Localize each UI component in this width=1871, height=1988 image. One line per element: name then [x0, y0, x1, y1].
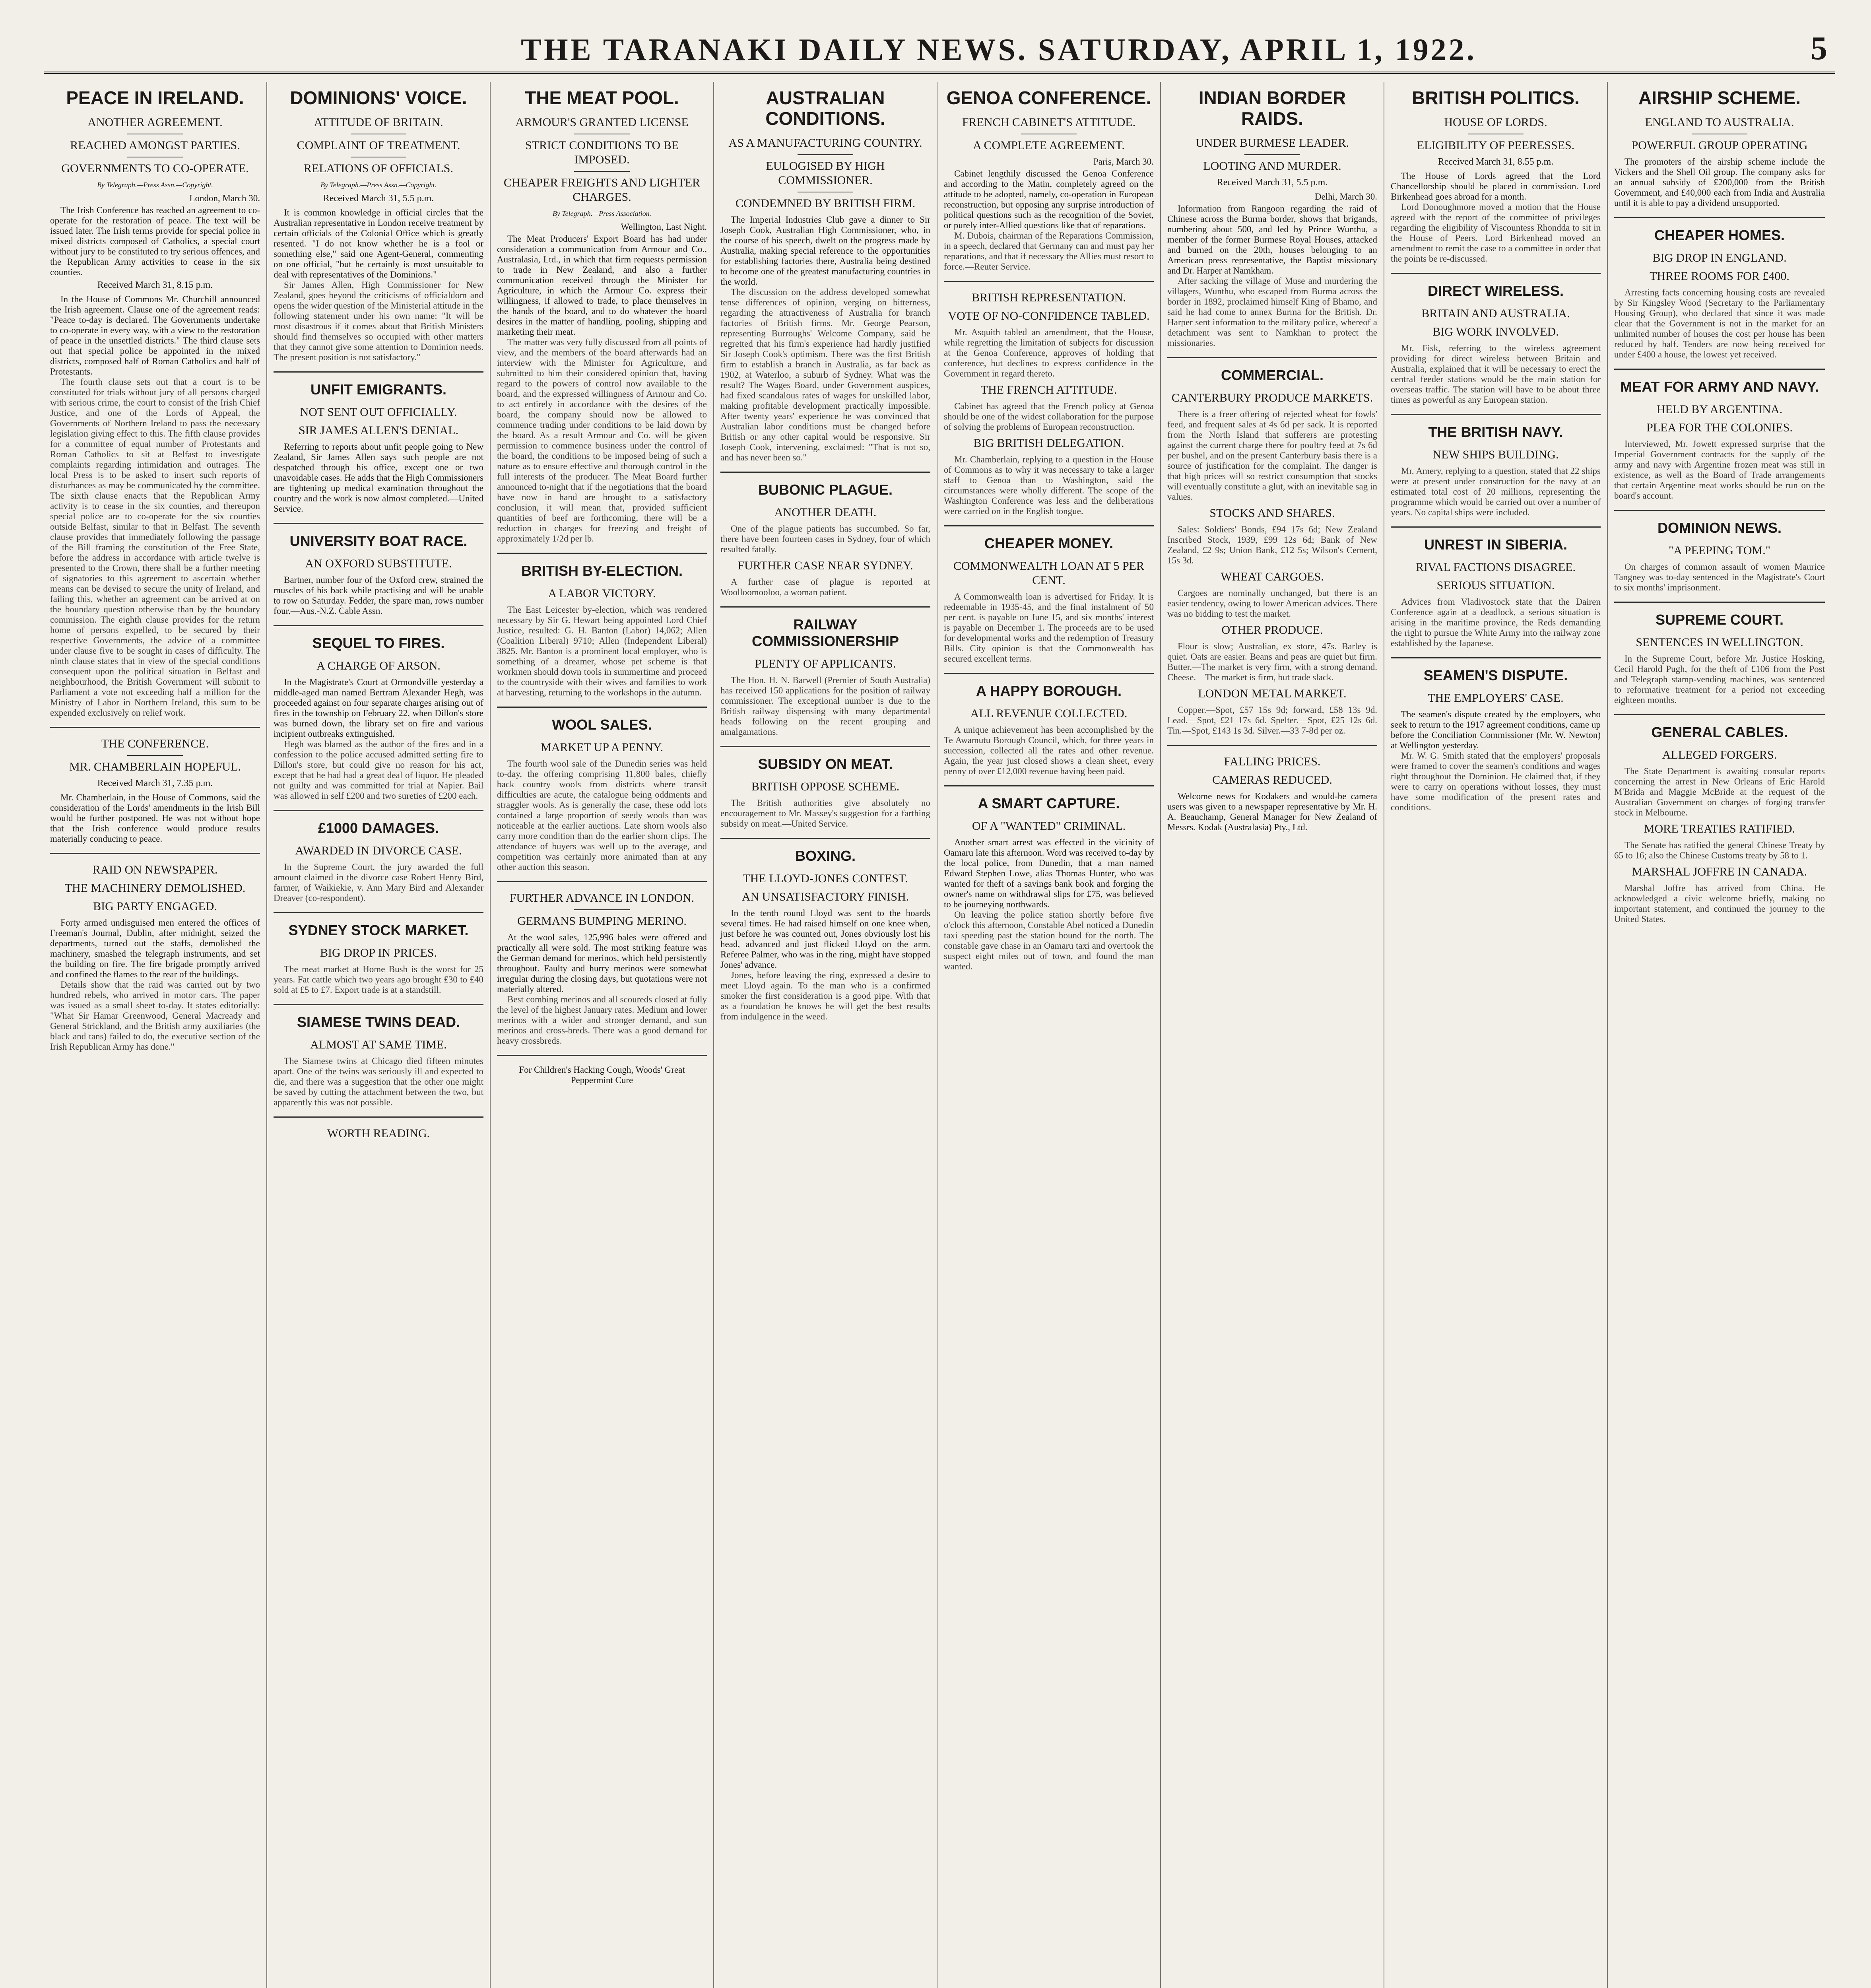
section-divider	[1614, 217, 1825, 218]
divider	[574, 909, 630, 910]
column-3	[491, 82, 714, 1988]
subheading: MARKET UP A PENNY.	[541, 741, 663, 754]
subheading: BIG DROP IN ENGLAND.	[1652, 251, 1787, 264]
subheading: STOCKS AND SHARES.	[1209, 507, 1335, 520]
subheading: A CHARGE OF ARSON.	[316, 659, 441, 672]
subheading: FURTHER ADVANCE IN LONDON.	[509, 891, 695, 905]
subheading: BIG BRITISH DELEGATION.	[973, 437, 1124, 450]
dateline: Wellington, Last Night.	[621, 222, 707, 232]
divider	[798, 154, 853, 155]
section-divider	[497, 881, 707, 882]
article-text-continued: The Senate has ratified the general Chinese Treaty by 65 to 16; also the Chinese Customs treaty by 58 to 1.	[1614, 840, 1825, 860]
headline: BUBONIC PLAGUE.	[758, 481, 893, 498]
headline: SEAMEN'S DISPUTE.	[1423, 667, 1568, 683]
section-divider	[50, 727, 260, 728]
subheading: SERIOUS SITUATION.	[1436, 579, 1555, 592]
article-text-continued: The Hon. H. N. Barwell (Premier of South Australia) has received 150 applications for the position of railway commissioner. The exceptional number is due to the British railway dispensing with many departmental heads following on the recent grouping and amalgamations.	[720, 675, 930, 737]
divider	[127, 755, 183, 756]
headline: RAILWAY COMMISSIONERSHIP	[751, 616, 899, 649]
headline: AIRSHIP SCHEME.	[1638, 87, 1801, 108]
subheading: NOT SENT OUT OFFICIALLY.	[300, 406, 457, 419]
article-text-continued: In the Supreme Court, the jury awarded the full amount claimed in the divorce case Robert Henry Bird, farmer, of Waikiekie, v. Ann Mary Bird and Alexander Dreaver (co-respondent).	[274, 862, 483, 903]
section-divider	[944, 281, 1154, 282]
subheading: EULOGISED BY HIGH COMMISSIONER.	[766, 159, 885, 187]
dateline: Paris, March 30.	[1093, 157, 1154, 167]
article-text-continued: Advices from Vladivostock state that the Dairen Conference again at a deadlock, a serious situation is arising in the maritime province, the Reds demanding the right to pursue the White Army into the railway zone established by the Japanese.	[1391, 597, 1601, 648]
headline: BOXING.	[795, 848, 856, 864]
headline: THE BRITISH NAVY.	[1428, 424, 1563, 440]
column-4	[714, 82, 937, 1988]
section-divider	[1614, 714, 1825, 715]
article-text: The Irish Conference has reached an agreement to co-operate for the restoration of peace. The text will be issued later. The Irish terms provide for special police in mixed districts composed of Catholics, a special court without jury to be constituted to try serious offences, and the Republican Army activities to cease in the six counties.	[50, 205, 260, 277]
section-divider	[274, 912, 483, 913]
subheading: CANTERBURY PRODUCE MARKETS.	[1171, 391, 1373, 404]
article-text-continued: M. Dubois, chairman of the Reparations Commission, in a speech, declared that Germany can and must pay her reparations, and that if necessary the Allies must resort to force.—Reuter Service.	[944, 231, 1154, 272]
section-divider	[274, 1116, 483, 1118]
article-text-continued: A further case of plague is reported at Woolloomooloo, a woman patient.	[720, 577, 930, 597]
received-line: Received March 31, 8.55 p.m.	[1438, 157, 1554, 167]
headline: BRITISH BY-ELECTION.	[521, 563, 683, 579]
subheading: SIR JAMES ALLEN'S DENIAL.	[298, 424, 459, 437]
subheading: AS A MANUFACTURING COUNTRY.	[728, 136, 922, 149]
headline: £1000 DAMAGES.	[318, 820, 439, 836]
subheading: "A PEEPING TOM."	[1669, 544, 1770, 557]
subheading: ENGLAND TO AUSTRALIA.	[1645, 116, 1794, 129]
subheading: BIG DROP IN PRICES.	[320, 946, 437, 959]
article-text-continued: A Commonwealth loan is advertised for Friday. It is redeemable in 1935-45, and the final instalment of 50 per cent. is payable on June 15, and six months' interest is payable on December 1. The proceeds are to be used for developmental works and the redemption of Treasury Bills. City opinion is that the Commonwealth has secured excellent terms.	[944, 592, 1154, 664]
article-text-continued: Sales: Soldiers' Bonds, £94 17s 6d; New Zealand Inscribed Stock, 1939, £99 12s 6d; Bank of New Zealand, £2 9s; Union Bank, £12 5s; Wilson's Cement, 15s 3d.	[1167, 524, 1377, 565]
subheading: FALLING PRICES.	[1224, 755, 1321, 768]
headline: COMMERCIAL.	[1221, 367, 1324, 383]
column-2	[267, 82, 491, 1988]
article-text-continued: There is a freer offering of rejected wheat for fowls' feed, and frequent sales at 4s 6d per sack. It is reported from the North Island that sufferers are protesting against the current charge there for poultry feed at 7s 6d per bushel, and on the present Canterbury basis there is a source of justification for the complaint. The danger is that high prices will so restrict consumption that stocks will eventually constitute a glut, with an inevitable sag in values.	[1167, 409, 1377, 502]
subheading: THE EMPLOYERS' CASE.	[1428, 691, 1564, 705]
article-text-continued: Mr. Asquith tabled an amendment, that the House, while regretting the limitation of subjects for discussion at the Genoa Conference, approves of holding that conference, but declines to express confidence in the Government in regard thereto.	[944, 327, 1154, 379]
article-text: The Imperial Industries Club gave a dinner to Sir Joseph Cook, Australian High Commissioner, who, in the course of his speech, dwelt on the progress made by Australia, making special reference to the opportunities for establishing factories there, Australia being destined to become one of the greatest manufacturing countries in the world.	[720, 215, 930, 287]
section-divider	[274, 810, 483, 811]
article-text-continued: One of the plague patients has succumbed. So far, there have been fourteen cases in Sydney, four of which resulted fatally.	[720, 524, 930, 554]
article-text-continued: Lord Donoughmore moved a motion that the House agreed with the report of the committee of privileges regarding the eligibility of Viscountess Rhondda to sit in the House of Peers. Lord Birkenhead moved an amendment to remit the case to a committee in order that the points be re-discussed.	[1391, 202, 1601, 264]
headline: UNFIT EMIGRANTS.	[311, 381, 446, 398]
subheading: WORTH READING.	[327, 1127, 430, 1140]
subheading: REACHED AMONGST PARTIES.	[70, 139, 240, 152]
headline: BRITISH POLITICS.	[1412, 87, 1580, 108]
credit-line: By Telegraph.—Press Assn.—Copyright.	[97, 181, 213, 189]
article-text-continued: The Siamese twins at Chicago died fifteen minutes apart. One of the twins was seriously ill and expected to die, and there was a suggestion that the other one might be saved by cutting the attachment between the two, but apparently this was not possible.	[274, 1056, 483, 1107]
headline: SUBSIDY ON MEAT.	[758, 756, 893, 772]
subheading: COMPLAINT OF TREATMENT.	[297, 139, 460, 152]
section-divider	[720, 606, 930, 608]
subheading: MR. CHAMBERLAIN HOPEFUL.	[69, 760, 241, 773]
article-text-continued: The discussion on the address developed somewhat tense differences of opinion, verging on bitterness, regarding the attractiveness of Australia for branch factories of British firms. Mr. George Pearson, representing Burroughs' Welcome Company, said he regretted that his firm's experience had hardly justified Sir Joseph Cook's optimism. There was the first British firm to establish a branch in Australia, as far back as 1902, at Waterloo, a suburb of Sydney. What was the result? The Wages Board, under Government auspices, had fixed scandalous rates of wages for unskilled labor, making profitable development practically impossible. After twenty years' experience he was convinced that Australian labor conditions must be changed before British or any other capital would be responsive. Sir Joseph Cook, intervening, exclaimed: "That is not so, and has never been so."	[720, 287, 930, 462]
headline: DIRECT WIRELESS.	[1427, 283, 1564, 299]
subheading: SENTENCES IN WELLINGTON.	[1636, 636, 1803, 649]
article-text-continued: The fourth wool sale of the Dunedin series was held to-day, the offering comprising 11,800 bales, chiefly back country wools from districts where transit difficulties are acute, the catalogue being oddments and straggler wools. As is generally the case, these odd lots contained a large proportion of seedy wools than was noticeable at the earlier auctions. Late shorn wools also carry more condition than do the earlier shorn clips. The attendance of buyers was well up to the average, and competition was certainly more animated than at any other auction this season.	[497, 759, 707, 872]
article-text-continued: Sir James Allen, High Commissioner for New Zealand, goes beyond the criticisms of officialdom and opens the wider question of the Ministerial attitude in the following statement under his own name: "It will be most disastrous if it comes about that British Ministers should find themselves so occupied with other matters that they cannot give some attention to Dominion needs. The present position is not satisfactory."	[274, 280, 483, 362]
article-text-continued: Cabinet has agreed that the French policy at Genoa should be one of the widest collaboration for the purpose of solving the problems of European reconstruction.	[944, 401, 1154, 432]
subheading: AN UNSATISFACTORY FINISH.	[741, 890, 909, 903]
article-text-continued: Hegh was blamed as the author of the fires and in a confession to the police accused admitted setting fire to Dillon's store, but could give no reason for his act, except that he had had a great deal of liquor. He pleaded not guilty and was committed for trial at Napier. Bail was allowed in self £200 and two sureties of £200 each.	[274, 739, 483, 801]
column-5	[937, 82, 1161, 1988]
divider	[574, 171, 630, 172]
masthead-title: THE TARANAKI DAILY NEWS. SATURDAY, APRIL 1, 1922.	[521, 32, 1477, 67]
article-text: In the House of Commons Mr. Churchill announced the Irish agreement. Clause one of the agreement reads: "Peace to-day is declared. The Governments undertake to co-operate in every way, with a view to the restoration of peace in the unsettled districts." The third clause sets out that special police be appointed in the mixed districts, composed half of Roman Catholics and half of Protestants.	[50, 294, 260, 377]
dateline: Delhi, March 30.	[1314, 192, 1377, 202]
headline: AUSTRALIAN CONDITIONS.	[765, 87, 885, 129]
section-divider	[944, 785, 1154, 786]
headline: A HAPPY BOROUGH.	[976, 683, 1122, 699]
article-text: Cabinet lengthily discussed the Genoa Conference and according to the Matin, completely agreed on the attitude to be adopted, namely, co-operation in European reconstruction, but opposing any surprise introduction of political questions such as the recognition of the Soviet, or purely inter-Allied questions like that of reparations.	[944, 169, 1154, 230]
subheading: A LABOR VICTORY.	[548, 587, 656, 600]
subheading: BRITAIN AND AUSTRALIA.	[1421, 307, 1570, 320]
article-text: Information from Rangoon regarding the raid of Chinese across the Burma border, shows that brigands, numbering about 500, and led by Prince Wunthu, a member of the former Burmese Royal Houses, attacked and burned on the 20th, houses belonging to an American press representative, the Baptist missionary and Dr. Harper at Namkham.	[1167, 204, 1377, 276]
subheading: CAMERAS REDUCED.	[1212, 773, 1332, 786]
subheading: GERMANS BUMPING MERINO.	[517, 914, 687, 928]
masthead	[44, 28, 1835, 74]
subheading: OTHER PRODUCE.	[1221, 623, 1323, 637]
received-line: Received March 31, 5.5 p.m.	[1217, 177, 1328, 188]
section-divider	[720, 838, 930, 839]
headline: MEAT FOR ARMY AND NAVY.	[1620, 379, 1819, 395]
article-text: The promoters of the airship scheme include the Vickers and the Shell Oil group. The company asks for an annual subsidy of £200,000 from the British Government, and £40,000 each from India and Australia until it is able to pay a dividend unsupported.	[1614, 157, 1825, 208]
subheading: BIG PARTY ENGAGED.	[93, 900, 217, 913]
subheading: CONDEMNED BY BRITISH FIRM.	[735, 197, 916, 210]
headline: UNREST IN SIBERIA.	[1424, 536, 1568, 553]
article-text-continued: The State Department is awaiting consular reports concerning the arrest in New Orleans of Eric Harold M'Brida and Maggie McBride at the request of the Australian Government on charges of forging transfer stock in Melbourne.	[1614, 766, 1825, 817]
section-divider	[1167, 745, 1377, 746]
subheading: A COMPLETE AGREEMENT.	[973, 139, 1125, 152]
section-divider	[1614, 369, 1825, 370]
subheading: THE CONFERENCE.	[101, 737, 209, 750]
subheading: RELATIONS OF OFFICIALS.	[304, 162, 453, 175]
section-divider	[497, 553, 707, 554]
subheading: THE MACHINERY DEMOLISHED.	[64, 881, 246, 895]
subheading: BIG WORK INVOLVED.	[1432, 325, 1559, 338]
headline: UNIVERSITY BOAT RACE.	[289, 533, 468, 549]
section-divider	[1167, 357, 1377, 358]
headline: DOMINION NEWS.	[1658, 520, 1782, 536]
subheading: BRITISH OPPOSE SCHEME.	[751, 780, 900, 793]
received-line: Received March 31, 7.35 p.m.	[97, 778, 213, 788]
headline: GENOA CONFERENCE.	[946, 87, 1151, 108]
section-divider	[1391, 657, 1601, 658]
section-divider	[497, 707, 707, 708]
subheading: THE LLOYD-JONES CONTEST.	[743, 872, 908, 885]
subheading: ARMOUR'S GRANTED LICENSE	[515, 116, 689, 129]
subheading: RAID ON NEWSPAPER.	[92, 863, 218, 876]
column-7	[1384, 82, 1608, 1988]
subheading: ANOTHER DEATH.	[774, 506, 877, 519]
article-text-continued: Copper.—Spot, £57 15s 9d; forward, £58 13s 9d. Lead.—Spot, £21 17s 6d. Spelter.—Spot, £25 12s 6d. Tin.—Spot, £143 1s 3d. Silver.—33 7-8d per oz.	[1167, 705, 1377, 736]
article-text-continued: After sacking the village of Muse and murdering the villagers, Wunthu, who escaped from Burma across the border in 1892, proclaimed himself King of Bhamo, and said he had come to annex Burma for the British. Dr. Harper sent information to the military police, whereof a detachment was sent to Namkhan to protect the missionaries.	[1167, 276, 1377, 348]
article-text-continued: The East Leicester by-election, which was rendered necessary by Sir G. Hewart being appointed Lord Chief Justice, resulted: G. H. Banton (Labor) 14,062; Allen (Coalition Liberal) 9710; Allen (Independent Liberal) 3825. Mr. Banton is a prominent local employer, who is something of a dreamer, whose pet scheme is that workmen should down tools in summertime and proceed to the countryside with their wives and families to work at harvesting, returning to the workshops in the autumn.	[497, 605, 707, 697]
subheading: CHEAPER FREIGHTS AND LIGHTER CHARGES.	[503, 176, 701, 204]
headline: CHEAPER MONEY.	[984, 535, 1114, 551]
subheading: ALLEGED FORGERS.	[1662, 748, 1777, 761]
subheading: UNDER BURMESE LEADER.	[1196, 136, 1349, 149]
subheading: LOOTING AND MURDER.	[1203, 159, 1341, 173]
article-text: Referring to reports about unfit people going to New Zealand, Sir James Allen says such people are not despatched through his office, except one or two unavoidable cases. He adds that the High Commissioners are tightening up medical examination throughout the country and the work is now almost completed.—United Service.	[274, 442, 483, 514]
article-text-continued: Mr. Fisk, referring to the wireless agreement providing for direct wireless between Britain and Australia, explained that it will be necessary to erect the central feeder stations would be the main station for overseas traffic. The station will have to be about three times as powerful as any European station.	[1391, 343, 1601, 405]
section-divider	[1391, 526, 1601, 528]
subheading: ANOTHER AGREEMENT.	[87, 116, 223, 129]
section-divider	[497, 1055, 707, 1056]
subheading: AN OXFORD SUBSTITUTE.	[305, 557, 452, 570]
headline: A SMART CAPTURE.	[978, 795, 1120, 812]
section-divider	[1614, 602, 1825, 603]
section-divider	[944, 673, 1154, 674]
section-divider	[1614, 510, 1825, 511]
article-text-continued: Flour is slow; Australian, ex store, 47s. Barley is quiet. Oats are easier. Beans and peas are quiet but firm. Butter.—The market is very firm, with a strong demand. Cheese.—The market is firm, but trade slack.	[1167, 641, 1377, 682]
article-text-continued: A unique achievement has been accomplished by the Te Awamutu Borough Council, which, for three years in succession, collected all the rates and other revenue. Again, the year just closed shows a clean sheet, every penny of over £12,000 revenue having been paid.	[944, 725, 1154, 776]
article-text: In the Magistrate's Court at Ormondville yesterday a middle-aged man named Bertram Alexander Hegh, was proceeded against on four separate charges arising out of fires in the township on February 22, when Dillon's store was burned down, the library set on fire and various incipient outbreaks extinguished.	[274, 677, 483, 739]
subheading: THE FRENCH ATTITUDE.	[980, 383, 1117, 396]
section-divider	[1391, 414, 1601, 415]
subheading: ELIGIBILITY OF PEERESSES.	[1417, 139, 1575, 152]
article-text: In the tenth round Lloyd was sent to the boards several times. He had raised himself on one knee when, just before he was counted out, Jones obviously lost his head, advanced and just flicked Lloyd on the arm. Referee Palmer, who was in the ring, might have stopped Jones' advance.	[720, 908, 930, 970]
article-text: The House of Lords agreed that the Lord Chancellorship should be placed in commission. Lord Birkenhead goes abroad for a month.	[1391, 171, 1601, 202]
subheading: ALMOST AT SAME TIME.	[310, 1038, 447, 1051]
dateline: London, March 30.	[189, 193, 260, 203]
article-text-continued: Mr. Amery, replying to a question, stated that 22 ships were at present under construction for the navy at an estimated total cost of 20 millions, representing the programme which would be carried out over a number of years. No capital ships were included.	[1391, 466, 1601, 517]
subheading: GOVERNMENTS TO CO-OPERATE.	[61, 162, 249, 175]
article-text: At the wool sales, 125,996 bales were offered and practically all were sold. The most striking feature was the German demand for merinos, which held persistently throughout. Faulty and hurry merinos were somewhat irregular during the closing days, but quotations were not materially altered.	[497, 932, 707, 994]
section-divider	[274, 371, 483, 373]
subheading: ATTITUDE OF BRITAIN.	[314, 116, 443, 129]
advertisement: For Children's Hacking Cough, Woods' Great Peppermint Cure	[519, 1065, 685, 1085]
subheading: MORE TREATIES RATIFIED.	[1644, 822, 1795, 835]
column-6	[1161, 82, 1384, 1988]
article-text-continued: Arresting facts concerning housing costs are revealed by Sir Kingsley Wood (Secretary to the Parliamentary Housing Group), who declared that since it was made clear that the Government is not in the market for an unlimited number of houses the cost per house has been reduced by half. Tenders are now being received for under £400 a house, the lowest yet received.	[1614, 287, 1825, 359]
subheading: HOUSE OF LORDS.	[1444, 116, 1547, 129]
divider	[1244, 154, 1300, 155]
subheading: AWARDED IN DIVORCE CASE.	[295, 844, 462, 857]
subheading: PLEA FOR THE COLONIES.	[1646, 421, 1793, 434]
article-text: Welcome news for Kodakers and would-be camera users was given to a newspaper representative by Mr. H. A. Beauchamp, General Manager for New Zealand of Messrs. Kodak (Australasia) Pty., Ltd.	[1167, 791, 1377, 832]
article-text: Forty armed undisguised men entered the offices of Freeman's Journal, Dublin, after midnight, seized the departments, turned out the staffs, demolished the machinery, smashed the telegraph instruments, and set the building on fire. The fire brigade promptly arrived and confined the flames to the rear of the buildings.	[50, 918, 260, 979]
article-text-continued: In the Supreme Court, before Mr. Justice Hosking, Cecil Harold Pugh, for the theft of £106 from the Post and Telegraph stamp-vending machines, was sentenced to reformative treatment for a period not exceeding eighteen months.	[1614, 654, 1825, 705]
subheading: MARSHAL JOFFRE IN CANADA.	[1632, 865, 1807, 878]
headline: GENERAL CABLES.	[1651, 724, 1788, 740]
section-divider	[274, 523, 483, 524]
section-divider	[720, 472, 930, 473]
subheading: OF A "WANTED" CRIMINAL.	[972, 819, 1126, 833]
article-text-continued: The matter was very fully discussed from all points of view, and the members of the board afterwards had an interview with the Minister for Agriculture, and submitted to him their considered opinion that, having regard to the powers of control now available to the board, and the expressed willingness of Armour and Co. to act entirely in accordance with the desires of the board, the company should now be allowed to commence trading under conditions to be laid down by the board. As a result Armour and Co. will be given permission to commence business under the control of the board, the conditions to be imposed being of such a nature as to ensure effective and thorough control in the full interests of the producer. The Meat Board further announced to-night that if the negotiations that the board have now in hand are brought to a satisfactory conclusion, it will mean that, provided sufficient quantities of beef are forthcoming, there will be a reduction in charges for freezing and freight of approximately 1/2d per lb.	[497, 337, 707, 544]
subheading: STRICT CONDITIONS TO BE IMPOSED.	[525, 139, 679, 166]
article-text: The seamen's dispute created by the employers, who seek to return to the 1917 agreement conditions, came up before the Conciliation Commissioner (Mr. W. Newton) at Wellington yesterday.	[1391, 709, 1601, 750]
article-text: Mr. Chamberlain, in the House of Commons, said the consideration of the Lords' amendments in the Irish Bill would be further postponed. He was not without hope that the Irish conference would produce results materially conducing to peace.	[50, 792, 260, 844]
subheading: NEW SHIPS BUILDING.	[1432, 448, 1559, 461]
article-text-continued: The fourth clause sets out that a court is to be constituted for trials without jury of all persons charged with serious crime, the court to consist of the Irish Chief Justice, and one of the Lords of Appeal, the Governments of Northern Ireland to pass the necessary legislation giving effect to this. The fifth clause provides for a committee of equal number of Protestants and Roman Catholics to sit at Belfast to investigate complaints regarding intimidation and outrages. The local Press is to be asked to insert such reports of disturbances as may be communicated by the committee. The sixth clause enacts that the Republican Army activity is to cease in the six counties, and thereupon special police are to co-operate for the six counties outside Belfast, similar to that in Belfast. The seventh clause provides that immediately following the passage of the Bill framing the constitution of the Free State, before the address in accordance with article twelve is presented to the Crown, there shall be a further meeting of signatories to this agreement to ascertain whether means can be devised to secure the unity of Ireland, and failing this, whether an agreement can be arrived at on the boundary question otherwise than by the boundary commission. The eighth clause provides for the return home of persons expelled, to be secured by their respective Governments, the advice of a committee under clause five to be sought in cases of difficulty. The ninth clause states that in view of the special conditions consequent upon the political situation in Belfast and neighbourhood, the British Government will submit to Parliament a vote not exceeding half a million for the Ministry of Labor in Northern Ireland, this sum to be expended exclusively on relief work.	[50, 377, 260, 718]
section-divider	[274, 625, 483, 626]
article-text-continued: Best combing merinos and all scoureds closed at fully the level of the highest January rates. Medium and lower merinos with a wider and stronger demand, and sun merinos and cross-breds. There was a good demand for heavy crossbreds.	[497, 994, 707, 1046]
subheading: FURTHER CASE NEAR SYDNEY.	[738, 559, 913, 572]
section-divider	[944, 525, 1154, 526]
section-divider	[274, 1004, 483, 1005]
article-text-continued: Mr. Chamberlain, replying to a question in the House of Commons as to why it was necessary to take a larger staff to Genoa than to Washington, said the circumstances were wholly different. The scope of the Washington Conference was less and the deliberations were carried on in the English tongue.	[944, 454, 1154, 516]
article-text-continued: The British authorities give absolutely no encouragement to Mr. Massey's suggestion for a farthing subsidy on meat.—United Service.	[720, 798, 930, 829]
subheading: RIVAL FACTIONS DISAGREE.	[1416, 561, 1576, 574]
headline: SYDNEY STOCK MARKET.	[288, 922, 469, 938]
subheading: COMMONWEALTH LOAN AT 5 PER CENT.	[953, 559, 1145, 587]
article-text-continued: On charges of common assault of women Maurice Tangney was to-day sentenced in the Magistrate's Court to six months' imprisonment.	[1614, 562, 1825, 592]
columns	[44, 82, 1835, 1988]
subheading: BRITISH REPRESENTATION.	[972, 291, 1126, 304]
subheading: LONDON METAL MARKET.	[1198, 687, 1347, 700]
headline: INDIAN BORDER RAIDS.	[1198, 87, 1346, 129]
subheading: VOTE OF NO-CONFIDENCE TABLED.	[948, 309, 1150, 322]
column-1	[44, 82, 267, 1988]
subheading: HELD BY ARGENTINA.	[1656, 403, 1783, 416]
received-line: Received March 31, 8.15 p.m.	[97, 280, 213, 290]
section-divider	[720, 746, 930, 747]
article-text-continued: Marshal Joffre has arrived from China. He acknowledged a civic welcome briefly, making no important statement, and continued the journey to the United States.	[1614, 883, 1825, 924]
credit-line: By Telegraph.—Press Association.	[552, 210, 652, 217]
article-text: Another smart arrest was effected in the vicinity of Oamaru late this afternoon. Word was received to-day by the local police, from Dunedin, that a man named Edward Stephen Lowe, alias Thomas Hunter, who was wanted for theft of a savings bank book and forging the owner's name on withdrawal slips for £75, was believed to be journeying northwards.	[944, 837, 1154, 909]
subheading: PLENTY OF APPLICANTS.	[755, 657, 896, 670]
article-text-continued: Jones, before leaving the ring, expressed a desire to meet Lloyd again. To the man who is a confirmed smoker the first consideration is a good pipe. With that as a foundation he knows he will get the best results from indulgence in the weed.	[720, 970, 930, 1021]
headline: SEQUEL TO FIRES.	[312, 635, 445, 651]
credit-line: By Telegraph.—Press Assn.—Copyright.	[320, 181, 437, 189]
article-text: Bartner, number four of the Oxford crew, strained the muscles of his back while practising and will be unable to row on Saturday. Fedder, the spare man, rows number four.—Aus.-N.Z. Cable Assn.	[274, 575, 483, 616]
section-divider	[1391, 273, 1601, 274]
article-text-continued: Interviewed, Mr. Jowett expressed surprise that the Imperial Government contracts for the supply of the army and navy with Argentine frozen meat was still in existence, as well as the Board of Trade arrangements that certain Argentine meat works should be run on the board's account.	[1614, 439, 1825, 501]
article-text-continued: The meat market at Home Bush is the worst for 25 years. Fat cattle which two years ago brought £30 to £40 sold at £5 to £7. Export trade is at a standstill.	[274, 964, 483, 995]
section-divider	[50, 853, 260, 854]
headline: PEACE IN IRELAND.	[66, 87, 244, 108]
subheading: ALL REVENUE COLLECTED.	[970, 707, 1128, 720]
article-text: It is common knowledge in official circles that the Australian representative in London receive treatment by certain officials of the Colonial Office which is greatly resented. "I do not know whether he is a fool or something else," said one Agent-General, commenting on one official, "but he certainly is most unsuitable to deal with representatives of the Dominions."	[274, 208, 483, 280]
subheading: WHEAT CARGOES.	[1221, 570, 1324, 583]
subheading: POWERFUL GROUP OPERATING	[1631, 139, 1808, 152]
article-text-continued: Cargoes are nominally unchanged, but there is an easier tendency, owing to lower American advices. There was no bidding to test the market.	[1167, 588, 1377, 619]
page-number: 5	[1811, 30, 1827, 67]
headline: SUPREME COURT.	[1655, 612, 1784, 628]
headline: SIAMESE TWINS DEAD.	[297, 1014, 460, 1030]
headline: CHEAPER HOMES.	[1654, 227, 1785, 243]
headline: THE MEAT POOL.	[525, 87, 679, 108]
headline: DOMINIONS' VOICE.	[290, 87, 467, 108]
article-text-continued: Details show that the raid was carried out by two hundred rebels, who arrived in motor cars. The paper was issued as a small sheet to-day. It states editorially: "What Sir Hamar Greenwood, General Macready and General Strickland, and the British army auxiliaries (the black and tans) failed to do, the executive section of the Irish Republican Army has done."	[50, 980, 260, 1052]
subheading: THREE ROOMS FOR £400.	[1650, 270, 1789, 283]
article-text-continued: On leaving the police station shortly before five o'clock this afternoon, Constable Abel noticed a Dunedin taxi speeding past the station bound for the north. The constable gave chase in an Oamaru taxi and overtook the suspect eight miles out of town, and found the man wanted.	[944, 910, 1154, 971]
headline: WOOL SALES.	[552, 716, 652, 733]
column-8	[1608, 82, 1831, 1988]
article-text: The Meat Producers' Export Board has had under consideration a communication from Armour and Co., Australasia, Ltd., in which that firm requests permission to trade in New Zealand, and also a further communication received through the Minister for Agriculture, in which the Armour Co. express their willingness, if allowed to trade, to place themselves in the hands of the board, and to do whatever the board desires in the matter of handling, pooling, shipping and marketing their meat.	[497, 234, 707, 337]
article-text-continued: Mr. W. G. Smith stated that the employers' proposals were framed to cover the seamen's conditions and wages right throughout the Dominion. He claimed that, if they were to carry on operations without losses, they must have some modification of the present rates and conditions.	[1391, 751, 1601, 812]
subheading: FRENCH CABINET'S ATTITUDE.	[962, 116, 1136, 129]
received-line: Received March 31, 5.5 p.m.	[323, 193, 434, 204]
